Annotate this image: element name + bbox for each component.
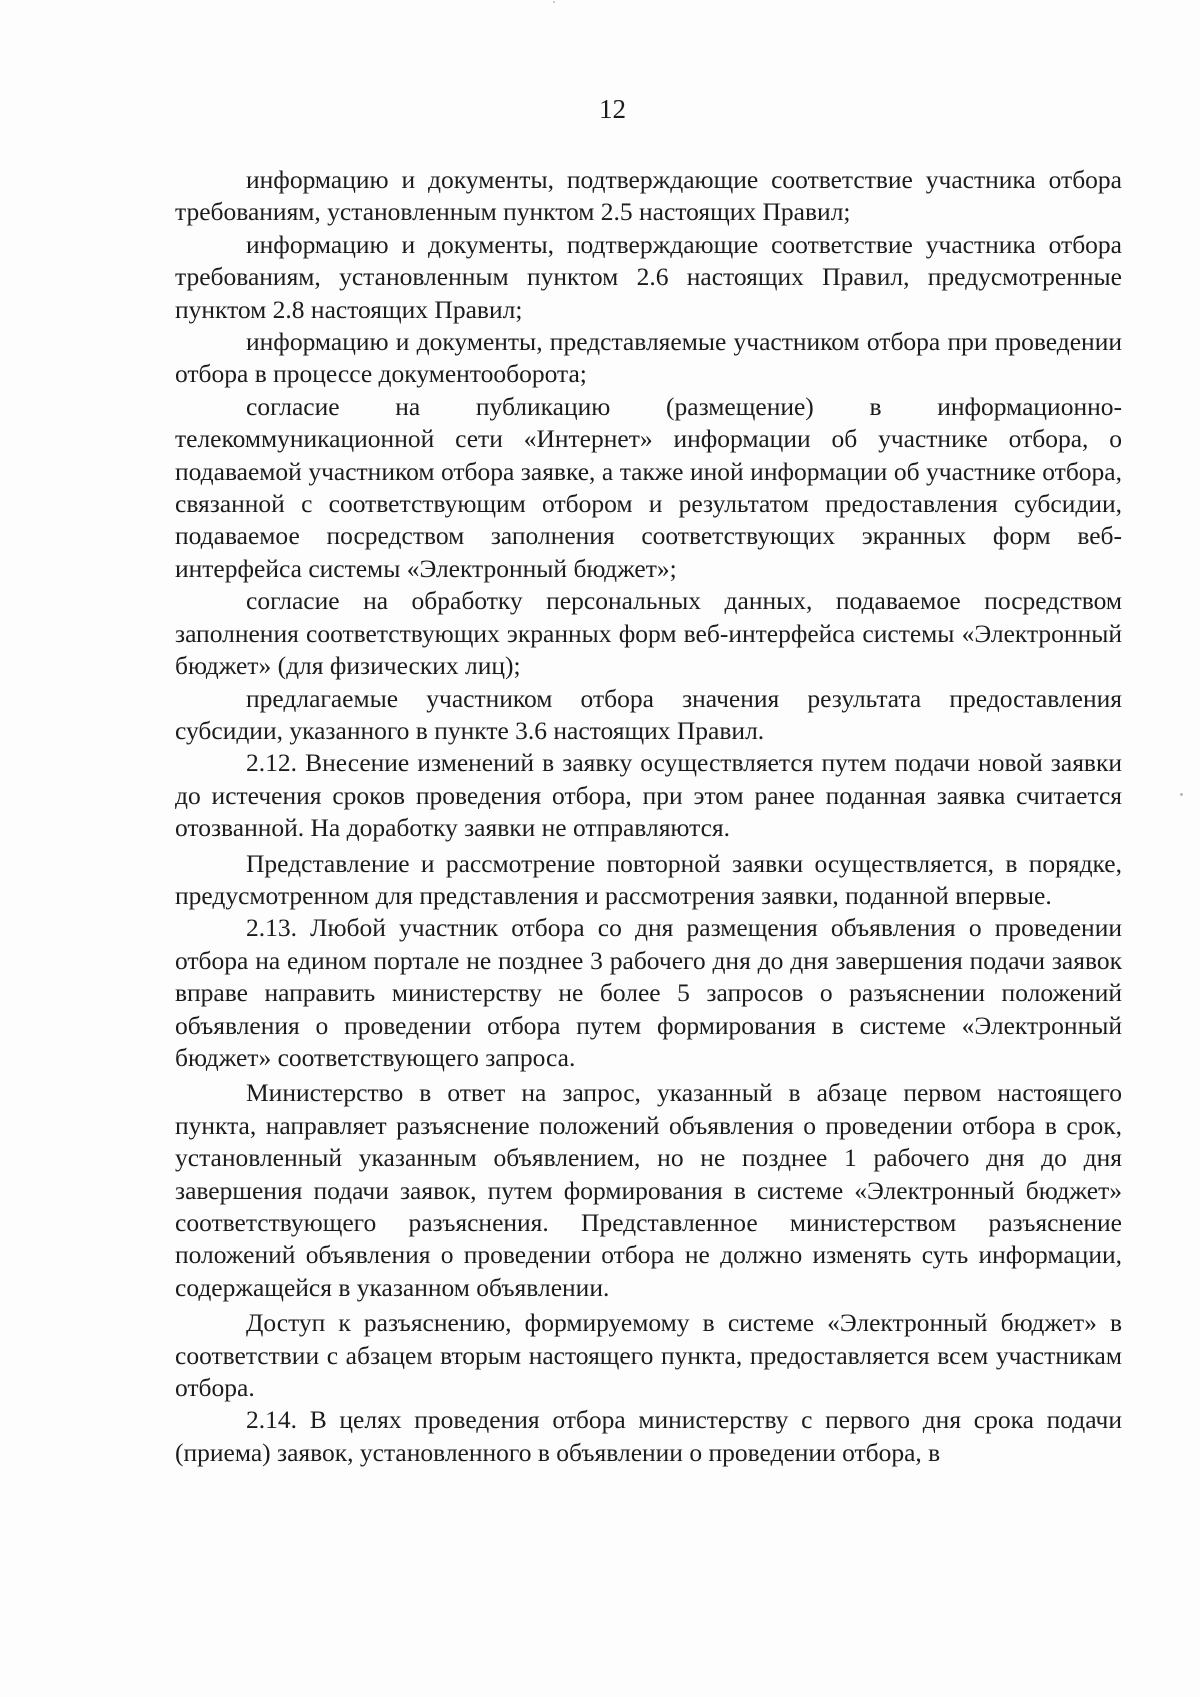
paragraph-2: информацию и документы, подтверждающие соответствие участника отбора требованиям, установленным пунктом 2.6 настоящих Правил, предусмотренные пунктом 2.8 настоящих Правил; [175, 229, 1122, 324]
paragraph-7: 2.12. Внесение изменений в заявку осуществляется путем подачи новой заявки до истечения сроков проведения отбора, при этом ранее поданная заявка считается отозванной. На доработку заявки не отправляются. [175, 748, 1122, 843]
paragraph-9: 2.13. Любой участник отбора со дня размещения объявления о проведении отбора на едином портале не позднее 3 рабочего дня до дня завершения подачи заявок вправе направить министерству не более 5 запросов о разъяснении положений объявления о проведении отбора путем формирования в системе «Электронный бюджет» соответствующего запроса. [175, 913, 1122, 1072]
scan-speck [553, 1, 555, 3]
paragraph-5: согласие на обработку персональных данных, подаваемое посредством заполнения соответствующих экранных форм веб-интерфейса системы «Электронный бюджет» (для физических лиц); [175, 586, 1122, 681]
paragraph-6: предлагаемые участником отбора значения результата предоставления субсидии, указанного в пункте 3.6 настоящих Правил. [175, 683, 1122, 745]
paragraph-3: информацию и документы, представляемые участником отбора при проведении отбора в процессе документооборота; [175, 327, 1122, 389]
paragraph-11: Доступ к разъяснению, формируемому в системе «Электронный бюджет» в соответствии с абзацем вторым настоящего пункта, предоставляется всем участникам отбора. [175, 1308, 1122, 1403]
page-number: 12 [599, 94, 626, 124]
paragraph-4: согласие на публикацию (размещение) в информационно-телекоммуникационной сети «Интернет» информации об участнике отбора, о подаваемой участником отбора заявке, а также иной информации об участнике отбора, связанной с соответствующим отбором и результатом предоставления субсидии, подаваемое посредством заполнения соответствующих экранных форм веб-интерфейса системы «Электронный бюджет»; [175, 391, 1122, 583]
body-text [175, 164, 1122, 1469]
paragraph-8: Представление и рассмотрение повторной заявки осуществляется, в порядке, предусмотренном для представления и рассмотрения заявки, поданной впервые. [175, 848, 1122, 910]
paragraph-12: 2.14. В целях проведения отбора министерству с первого дня срока подачи (приема) заявок, установленного в объявлении о проведении отбора, в [175, 1405, 1122, 1467]
paragraph-10: Министерство в ответ на запрос, указанный в абзаце первом настоящего пункта, направляет разъяснение положений объявления о проведении отбора в срок, установленный указанным объявлением, но не позднее 1 рабочего дня до дня завершения подачи заявок, путем формирования в системе «Электронный бюджет» соответствующего разъяснения. Представленное министерством разъяснение положений объявления о проведении отбора не должно изменять суть информации, содержащейся в указанном объявлении. [175, 1078, 1122, 1302]
scan-speck [1180, 793, 1183, 796]
paragraph-1: информацию и документы, подтверждающие соответствие участника отбора требованиям, установленным пунктом 2.5 настоящих Правил; [175, 165, 1122, 227]
